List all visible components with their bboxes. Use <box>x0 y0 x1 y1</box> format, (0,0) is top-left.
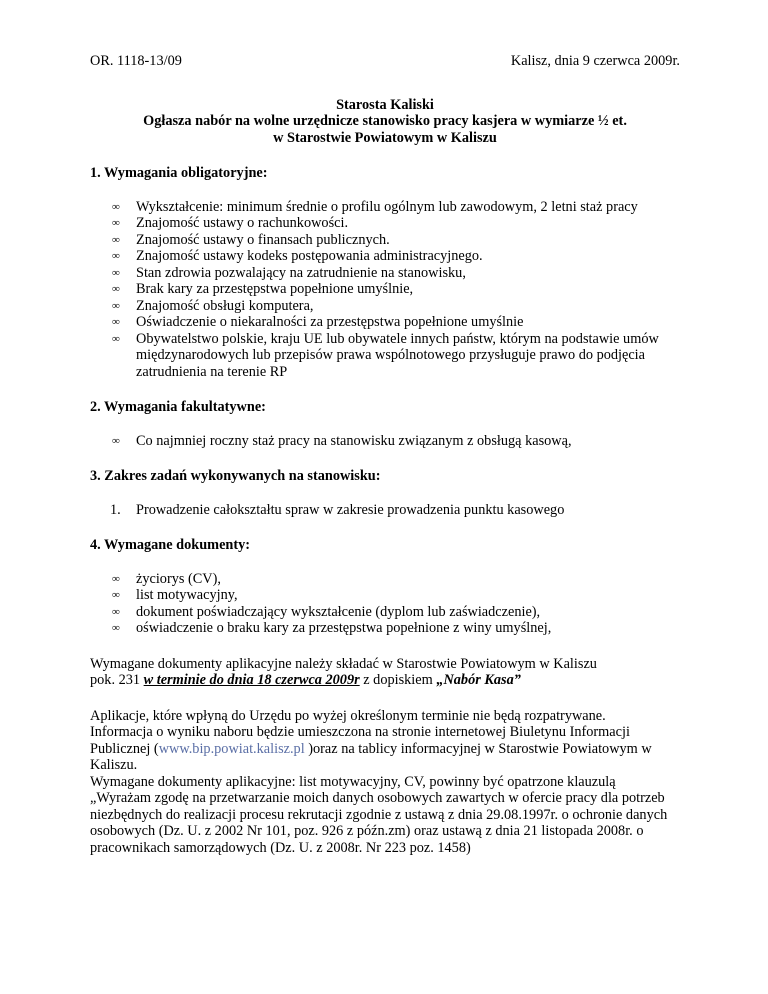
title-line-1: Starosta Kaliski <box>336 96 434 113</box>
bullet-icon: ∞ <box>112 622 120 635</box>
closing-paragraph: Aplikacje, które wpłyną do Urzędu po wyżej określonym terminie nie będą rozpatrywane. Informacja o wyniku naboru będzie umieszczona na stronie internetowej Biuletynu Informacji Publicznej (www.bip.powiat.kalisz.pl )oraz na tablicy informacyjnej w Starostwie Powiatowym w Kaliszu. Wymagane dokumenty aplikacyjne: list motywacyjny, CV, powinny być opatrzone klauzulą „Wyrażam zgodę na przetwarzanie moich danych osobowych zawartych w ofercie pracy dla potrzeb niezbędnych do realizacji procesu rekrutacji zgodnie z ustawą z dnia 29.08.1997r. o ochronie danych osobowych (Dz. U. z 2002 Nr 101, poz. 926 z późn.zm) oraz ustawą z dnia 21 listopada 2008r. o pracownikach samorządowych (Dz. U. z 2008r. Nr 223 poz. 1458) <box>90 707 668 856</box>
bullet-icon: ∞ <box>112 434 120 447</box>
list-item: ∞ Brak kary za przestępstwa popełnione umyślnie, <box>112 281 414 298</box>
list-item: ∞ Wykształcenie: minimum średnie o profilu ogólnym lub zawodowym, 2 letni staż pracy <box>112 198 638 215</box>
reference-number: OR. 1118-13/09 <box>90 53 182 69</box>
list-item: ∞ Obywatelstwo polskie, kraju UE lub obywatele innych państw, którym na podstawie umów międzynarodowych lub przepisów prawa wspólnotowego przysługuje prawo do podjęcia zatrudnienia na terenie RP <box>112 330 659 380</box>
submission-paragraph: Wymagane dokumenty aplikacyjne należy składać w Starostwie Powiatowym w Kaliszu pok. 231 w terminie do dnia 18 czerwca 2009r z dopiskiem „Nabór Kasa” <box>90 655 597 689</box>
list-item: 1. Prowadzenie całokształtu spraw w zakresie prowadzenia punktu kasowego <box>110 501 565 518</box>
list-item: ∞ dokument poświadczający wykształcenie (dyplom lub zaświadczenie), <box>112 603 541 620</box>
section-1-heading: 1. Wymagania obligatoryjne: <box>90 165 268 182</box>
bullet-icon: ∞ <box>112 266 120 279</box>
list-item: ∞ Oświadczenie o niekaralności za przestępstwa popełnione umyślnie <box>112 314 524 331</box>
list-item: ∞ Znajomość ustawy kodeks postępowania administracyjnego. <box>112 248 483 265</box>
deadline-text: w terminie do dnia 18 czerwca 2009r <box>143 672 360 689</box>
section-2-heading: 2. Wymagania fakultatywne: <box>90 399 266 416</box>
list-item: ∞ Znajomość ustawy o finansach publicznych. <box>112 231 390 248</box>
list-item: ∞ Znajomość obsługi komputera, <box>112 297 314 314</box>
list-item: ∞ list motywacyjny, <box>112 587 238 604</box>
bullet-icon: ∞ <box>112 316 120 329</box>
list-item: ∞ życiorys (CV), <box>112 570 221 587</box>
document-title <box>90 97 680 147</box>
list-item: ∞ Stan zdrowia pozwalający na zatrudnienie na stanowisku, <box>112 264 466 281</box>
list-item: ∞ oświadczenie o braku kary za przestępstwa popełnione z winy umyślnej, <box>112 620 552 637</box>
bullet-icon: ∞ <box>112 299 120 312</box>
list-item: ∞ Co najmniej roczny staż pracy na stanowisku związanym z obsługą kasową, <box>112 432 572 449</box>
bullet-icon: ∞ <box>112 605 120 618</box>
section-3-list <box>90 502 680 519</box>
section-4-list <box>90 571 680 637</box>
place-date: Kalisz, dnia 9 czerwca 2009r. <box>510 53 680 69</box>
bullet-icon: ∞ <box>112 200 120 213</box>
title-line-3: w Starostwie Powiatowym w Kaliszu <box>273 129 497 146</box>
bullet-icon: ∞ <box>112 332 120 345</box>
bullet-icon: ∞ <box>112 217 120 230</box>
section-4-heading: 4. Wymagane dokumenty: <box>90 537 251 554</box>
envelope-note: „Nabór Kasa” <box>436 672 521 689</box>
bullet-icon: ∞ <box>112 233 120 246</box>
bullet-icon: ∞ <box>112 250 120 263</box>
document-page <box>90 53 680 856</box>
title-line-2: Ogłasza nabór na wolne urzędnicze stanowisko pracy kasjera w wymiarze ½ et. <box>143 113 627 130</box>
bullet-icon: ∞ <box>112 283 120 296</box>
document-header <box>90 53 680 70</box>
list-item: ∞ Znajomość ustawy o rachunkowości. <box>112 215 349 232</box>
bullet-icon: ∞ <box>112 572 120 585</box>
bip-link[interactable]: www.bip.powiat.kalisz.pl <box>158 740 305 757</box>
section-1-list <box>90 199 680 381</box>
section-2-list <box>90 433 680 450</box>
section-3-heading: 3. Zakres zadań wykonywanych na stanowisku: <box>90 468 381 485</box>
bullet-icon: ∞ <box>112 589 120 602</box>
